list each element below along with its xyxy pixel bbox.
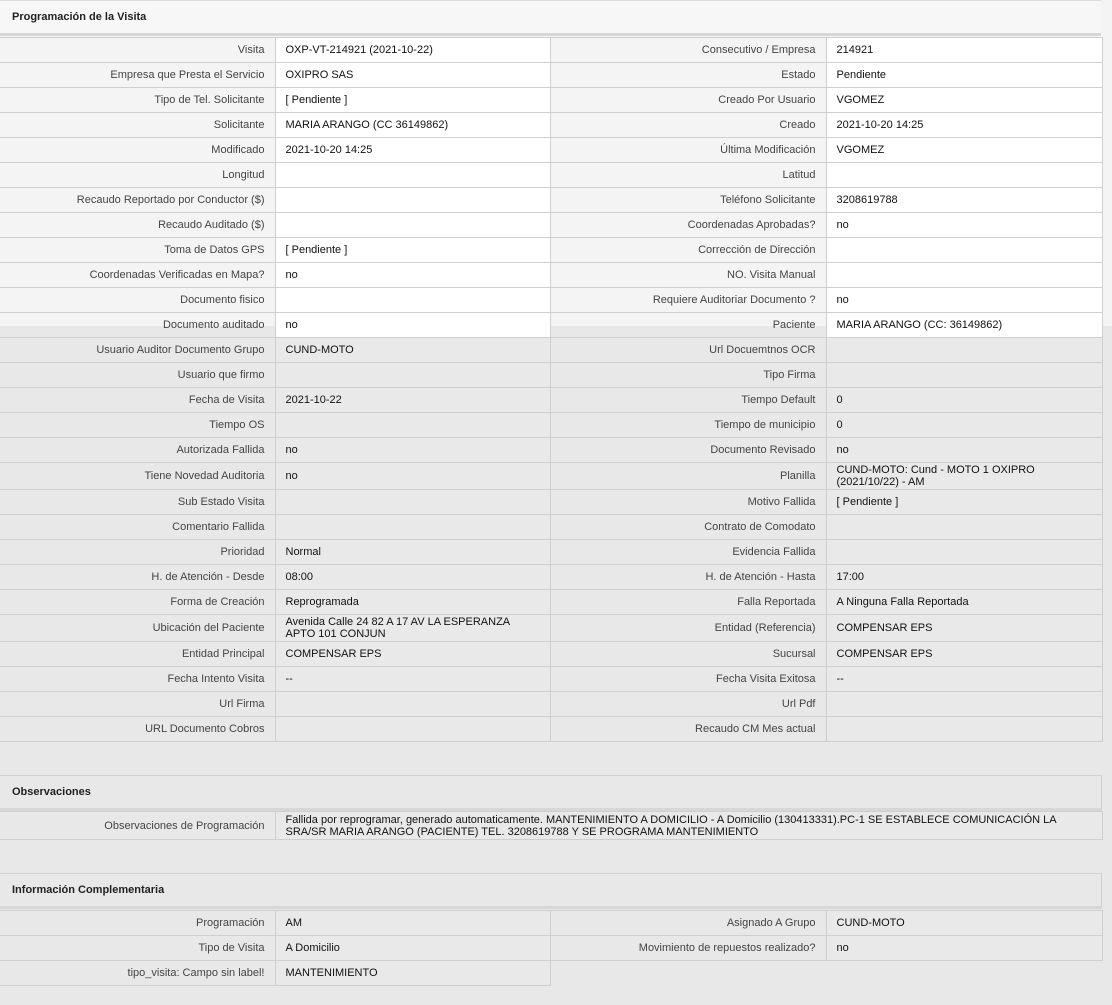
- field-value: [826, 338, 1102, 363]
- field-label: Longitud: [0, 163, 275, 188]
- field-label: Coordenadas Aprobadas?: [550, 213, 826, 238]
- field-label: URL Documento Cobros: [0, 717, 275, 742]
- field-label: Sub Estado Visita: [0, 490, 275, 515]
- field-value: [ Pendiente ]: [275, 238, 550, 263]
- table-row: [0, 692, 1102, 717]
- empty-cell: [550, 961, 826, 986]
- table-row: [0, 188, 1102, 213]
- field-label: Recaudo Reportado por Conductor ($): [0, 188, 275, 213]
- field-value: no: [275, 463, 550, 490]
- table-row: [0, 515, 1102, 540]
- field-value: [275, 717, 550, 742]
- table-row: [0, 163, 1102, 188]
- field-value: [275, 490, 550, 515]
- field-label: NO. Visita Manual: [550, 263, 826, 288]
- table-row: [0, 615, 1102, 642]
- field-value: Avenida Calle 24 82 A 17 AV LA ESPERANZA APTO 101 CONJUN: [275, 615, 550, 642]
- table-row: [0, 590, 1102, 615]
- field-value: MARIA ARANGO (CC 36149862): [275, 113, 550, 138]
- field-label: Tiempo Default: [550, 388, 826, 413]
- table-row: [0, 238, 1102, 263]
- field-label: Fecha de Visita: [0, 388, 275, 413]
- field-value: Reprogramada: [275, 590, 550, 615]
- field-value: no: [826, 288, 1102, 313]
- field-value: CUND-MOTO: [826, 911, 1102, 936]
- table-row: [0, 717, 1102, 742]
- field-value: [275, 288, 550, 313]
- field-value: CUND-MOTO: [275, 338, 550, 363]
- field-value: no: [826, 936, 1102, 961]
- field-label: Falla Reportada: [550, 590, 826, 615]
- field-label: Url Docuemtnos OCR: [550, 338, 826, 363]
- field-label: Ubicación del Paciente: [0, 615, 275, 642]
- table-row: [0, 565, 1102, 590]
- field-label: Creado: [550, 113, 826, 138]
- field-label: Creado Por Usuario: [550, 88, 826, 113]
- field-value: [826, 515, 1102, 540]
- field-value: MARIA ARANGO (CC: 36149862): [826, 313, 1102, 338]
- table-row: [0, 88, 1102, 113]
- field-value: COMPENSAR EPS: [826, 642, 1102, 667]
- table-row: [0, 490, 1102, 515]
- field-label: Usuario Auditor Documento Grupo: [0, 338, 275, 363]
- field-value: [ Pendiente ]: [275, 88, 550, 113]
- field-label: Movimiento de repuestos realizado?: [550, 936, 826, 961]
- field-value: [826, 163, 1102, 188]
- field-value: [ Pendiente ]: [826, 490, 1102, 515]
- field-value: no: [826, 438, 1102, 463]
- table-row: [0, 63, 1102, 88]
- field-label: Visita: [0, 38, 275, 63]
- field-value: [275, 692, 550, 717]
- table-row: [0, 642, 1102, 667]
- field-label: Planilla: [550, 463, 826, 490]
- field-value: COMPENSAR EPS: [275, 642, 550, 667]
- field-value: A Ninguna Falla Reportada: [826, 590, 1102, 615]
- field-label: H. de Atención - Hasta: [550, 565, 826, 590]
- complementaria-table: [0, 910, 1103, 986]
- field-value: no: [275, 313, 550, 338]
- field-value: 2021-10-20 14:25: [275, 138, 550, 163]
- field-label: Prioridad: [0, 540, 275, 565]
- field-label: Coordenadas Verificadas en Mapa?: [0, 263, 275, 288]
- field-value: [275, 163, 550, 188]
- table-row: [0, 911, 1102, 936]
- field-label: Url Pdf: [550, 692, 826, 717]
- field-label: Requiere Auditoriar Documento ?: [550, 288, 826, 313]
- field-value: --: [275, 667, 550, 692]
- field-value: --: [826, 667, 1102, 692]
- field-value: 2021-10-20 14:25: [826, 113, 1102, 138]
- field-label: Modificado: [0, 138, 275, 163]
- table-row: [0, 667, 1102, 692]
- field-label: Forma de Creación: [0, 590, 275, 615]
- field-label: Teléfono Solicitante: [550, 188, 826, 213]
- field-value: [826, 263, 1102, 288]
- field-label: H. de Atención - Desde: [0, 565, 275, 590]
- table-row: [0, 213, 1102, 238]
- table-row: [0, 413, 1102, 438]
- field-label: Documento Revisado: [550, 438, 826, 463]
- field-label: Evidencia Fallida: [550, 540, 826, 565]
- observaciones-label: Observaciones de Programación: [0, 812, 275, 840]
- field-value: [275, 515, 550, 540]
- field-value: no: [275, 438, 550, 463]
- field-value: 2021-10-22: [275, 388, 550, 413]
- field-label: Sucursal: [550, 642, 826, 667]
- field-value: [275, 188, 550, 213]
- field-label: Recaudo Auditado ($): [0, 213, 275, 238]
- field-value: Normal: [275, 540, 550, 565]
- field-value: MANTENIMIENTO: [275, 961, 550, 986]
- field-value: no: [275, 263, 550, 288]
- field-label: Url Firma: [0, 692, 275, 717]
- table-row: [0, 936, 1102, 961]
- field-label: Tipo de Tel. Solicitante: [0, 88, 275, 113]
- field-label: Tiempo OS: [0, 413, 275, 438]
- table-row: [0, 363, 1102, 388]
- table-row: [0, 313, 1102, 338]
- field-value: OXIPRO SAS: [275, 63, 550, 88]
- field-value: [275, 413, 550, 438]
- field-value: Pendiente: [826, 63, 1102, 88]
- field-value: AM: [275, 911, 550, 936]
- field-value: [826, 238, 1102, 263]
- table-row: [0, 463, 1102, 490]
- field-label: Toma de Datos GPS: [0, 238, 275, 263]
- field-label: Usuario que firmo: [0, 363, 275, 388]
- field-label: Documento fisico: [0, 288, 275, 313]
- field-label: Programación: [0, 911, 275, 936]
- field-label: Asignado A Grupo: [550, 911, 826, 936]
- field-label: Tiempo de municipio: [550, 413, 826, 438]
- observaciones-table: [0, 811, 1103, 840]
- field-value: VGOMEZ: [826, 88, 1102, 113]
- field-label: Motivo Fallida: [550, 490, 826, 515]
- field-label: Autorizada Fallida: [0, 438, 275, 463]
- visit-details-table: [0, 37, 1103, 742]
- field-label: Paciente: [550, 313, 826, 338]
- field-label: Consecutivo / Empresa: [550, 38, 826, 63]
- field-label: Última Modificación: [550, 138, 826, 163]
- field-value: A Domicilio: [275, 936, 550, 961]
- field-value: [826, 717, 1102, 742]
- field-value: CUND-MOTO: Cund - MOTO 1 OXIPRO (2021/10/22) - AM: [826, 463, 1102, 490]
- field-value: OXP-VT-214921 (2021-10-22): [275, 38, 550, 63]
- field-label: Solicitante: [0, 113, 275, 138]
- field-value: [826, 692, 1102, 717]
- field-label: Corrección de Dirección: [550, 238, 826, 263]
- table-row: [0, 812, 1102, 840]
- field-value: [826, 363, 1102, 388]
- field-value: no: [826, 213, 1102, 238]
- table-row: [0, 138, 1102, 163]
- table-row: [0, 288, 1102, 313]
- field-label: Tipo Firma: [550, 363, 826, 388]
- empty-cell: [826, 961, 1102, 986]
- field-label: Entidad Principal: [0, 642, 275, 667]
- field-label: Entidad (Referencia): [550, 615, 826, 642]
- field-value: 08:00: [275, 565, 550, 590]
- field-value: 214921: [826, 38, 1102, 63]
- field-label: Tipo de Visita: [0, 936, 275, 961]
- observaciones-value: Fallida por reprogramar, generado automaticamente. MANTENIMIENTO A DOMICILIO - A Domicilio (130413331).PC-1 SE ESTABLECE COMUNICACIÓN LA SRA/SR MARIA ARANGO (PACIENTE) TEL. 3208619788 Y SE PROGRAMA MANTENIMIENTO: [275, 812, 1102, 840]
- table-row: [0, 338, 1102, 363]
- table-row: [0, 38, 1102, 63]
- field-label: tipo_visita: Campo sin label!: [0, 961, 275, 986]
- table-row: [0, 961, 1102, 986]
- field-value: 3208619788: [826, 188, 1102, 213]
- table-row: [0, 388, 1102, 413]
- section-title-observaciones: Observaciones: [0, 775, 1102, 811]
- table-row: [0, 540, 1102, 565]
- field-label: Documento auditado: [0, 313, 275, 338]
- field-label: Recaudo CM Mes actual: [550, 717, 826, 742]
- field-label: Fecha Intento Visita: [0, 667, 275, 692]
- field-value: 0: [826, 413, 1102, 438]
- field-label: Tiene Novedad Auditoria: [0, 463, 275, 490]
- field-label: Fecha Visita Exitosa: [550, 667, 826, 692]
- field-label: Estado: [550, 63, 826, 88]
- field-label: Contrato de Comodato: [550, 515, 826, 540]
- field-label: Latitud: [550, 163, 826, 188]
- section-title-programacion: Programación de la Visita: [0, 0, 1101, 36]
- field-value: [275, 363, 550, 388]
- field-value: COMPENSAR EPS: [826, 615, 1102, 642]
- field-value: 17:00: [826, 565, 1102, 590]
- field-label: Comentario Fallida: [0, 515, 275, 540]
- field-value: [275, 213, 550, 238]
- field-value: [826, 540, 1102, 565]
- table-row: [0, 438, 1102, 463]
- field-label: Empresa que Presta el Servicio: [0, 63, 275, 88]
- section-title-complementaria: Información Complementaria: [0, 873, 1102, 909]
- table-row: [0, 263, 1102, 288]
- table-row: [0, 113, 1102, 138]
- field-value: VGOMEZ: [826, 138, 1102, 163]
- field-value: 0: [826, 388, 1102, 413]
